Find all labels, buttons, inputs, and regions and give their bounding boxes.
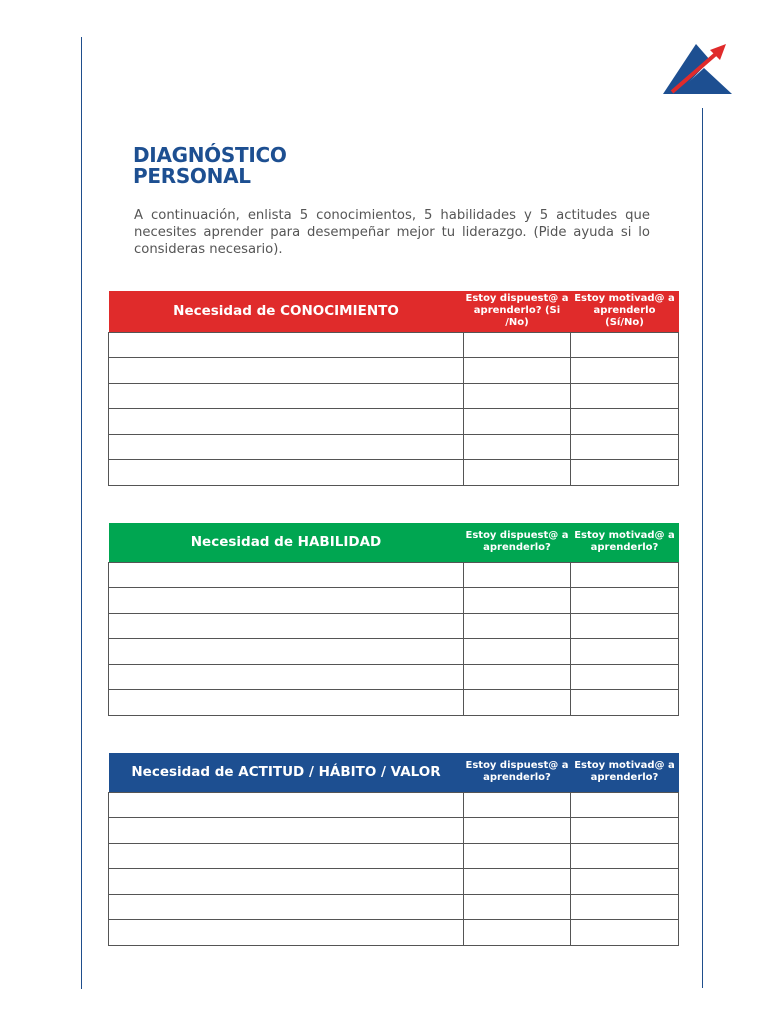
table-row bbox=[109, 664, 679, 690]
need-cell[interactable] bbox=[109, 792, 464, 818]
motivated-cell[interactable] bbox=[571, 383, 679, 409]
motivated-cell[interactable] bbox=[571, 460, 679, 486]
table-row bbox=[109, 332, 679, 358]
header-motivado: Estoy motivad@ a aprenderlo? bbox=[571, 753, 679, 792]
table-row bbox=[109, 460, 679, 486]
motivated-cell[interactable] bbox=[571, 332, 679, 358]
willing-cell[interactable] bbox=[464, 409, 571, 435]
willing-cell[interactable] bbox=[464, 434, 571, 460]
header-motivado: Estoy motivad@ a aprenderlo (Sí/No) bbox=[571, 291, 679, 332]
willing-cell[interactable] bbox=[464, 562, 571, 588]
header-motivado: Estoy motivad@ a aprenderlo? bbox=[571, 523, 679, 562]
need-cell[interactable] bbox=[109, 818, 464, 844]
motivated-cell[interactable] bbox=[571, 690, 679, 716]
table-row bbox=[109, 818, 679, 844]
table-row bbox=[109, 383, 679, 409]
need-cell[interactable] bbox=[109, 843, 464, 869]
need-cell[interactable] bbox=[109, 409, 464, 435]
willing-cell[interactable] bbox=[464, 894, 571, 920]
willing-cell[interactable] bbox=[464, 664, 571, 690]
brand-logo-icon bbox=[660, 40, 736, 98]
willing-cell[interactable] bbox=[464, 639, 571, 665]
motivated-cell[interactable] bbox=[571, 588, 679, 614]
header-habilidad: Necesidad de HABILIDAD bbox=[109, 523, 464, 562]
need-cell[interactable] bbox=[109, 894, 464, 920]
motivated-cell[interactable] bbox=[571, 613, 679, 639]
table-row bbox=[109, 588, 679, 614]
need-cell[interactable] bbox=[109, 920, 464, 946]
willing-cell[interactable] bbox=[464, 613, 571, 639]
table-row bbox=[109, 562, 679, 588]
table-row bbox=[109, 843, 679, 869]
right-margin-line bbox=[702, 108, 703, 988]
willing-cell[interactable] bbox=[464, 792, 571, 818]
table-row bbox=[109, 792, 679, 818]
willing-cell[interactable] bbox=[464, 383, 571, 409]
table-row bbox=[109, 613, 679, 639]
willing-cell[interactable] bbox=[464, 843, 571, 869]
need-cell[interactable] bbox=[109, 613, 464, 639]
need-cell[interactable] bbox=[109, 869, 464, 895]
left-margin-line bbox=[81, 37, 82, 989]
motivated-cell[interactable] bbox=[571, 664, 679, 690]
motivated-cell[interactable] bbox=[571, 869, 679, 895]
table-row bbox=[109, 920, 679, 946]
header-dispuesto: Estoy dispuest@ a aprenderlo? (Si /No) bbox=[464, 291, 571, 332]
need-cell[interactable] bbox=[109, 588, 464, 614]
motivated-cell[interactable] bbox=[571, 434, 679, 460]
need-cell[interactable] bbox=[109, 358, 464, 384]
header-dispuesto: Estoy dispuest@ a aprenderlo? bbox=[464, 753, 571, 792]
motivated-cell[interactable] bbox=[571, 358, 679, 384]
page-title bbox=[133, 145, 287, 187]
table-habilidad bbox=[108, 523, 679, 716]
table-row bbox=[109, 358, 679, 384]
title-line-1: DIAGNÓSTICO bbox=[133, 143, 287, 167]
need-cell[interactable] bbox=[109, 460, 464, 486]
motivated-cell[interactable] bbox=[571, 843, 679, 869]
motivated-cell[interactable] bbox=[571, 894, 679, 920]
need-cell[interactable] bbox=[109, 562, 464, 588]
need-cell[interactable] bbox=[109, 434, 464, 460]
motivated-cell[interactable] bbox=[571, 639, 679, 665]
motivated-cell[interactable] bbox=[571, 562, 679, 588]
table-row bbox=[109, 639, 679, 665]
willing-cell[interactable] bbox=[464, 869, 571, 895]
need-cell[interactable] bbox=[109, 690, 464, 716]
table-actitud bbox=[108, 753, 679, 946]
need-cell[interactable] bbox=[109, 332, 464, 358]
willing-cell[interactable] bbox=[464, 358, 571, 384]
header-conocimiento: Necesidad de CONOCIMIENTO bbox=[109, 291, 464, 332]
need-cell[interactable] bbox=[109, 383, 464, 409]
table-row bbox=[109, 690, 679, 716]
table-row bbox=[109, 869, 679, 895]
intro-text: A continuación, enlista 5 conocimientos, 5 habilidades y 5 actitudes que necesites aprender para desempeñar mejor tu liderazgo. (Pide ayuda si lo consideras necesario). bbox=[134, 208, 650, 257]
need-cell[interactable] bbox=[109, 664, 464, 690]
willing-cell[interactable] bbox=[464, 460, 571, 486]
willing-cell[interactable] bbox=[464, 920, 571, 946]
motivated-cell[interactable] bbox=[571, 792, 679, 818]
table-row bbox=[109, 894, 679, 920]
title-line-2: PERSONAL bbox=[133, 164, 251, 188]
motivated-cell[interactable] bbox=[571, 818, 679, 844]
header-dispuesto: Estoy dispuest@ a aprenderlo? bbox=[464, 523, 571, 562]
table-row bbox=[109, 434, 679, 460]
table-row bbox=[109, 409, 679, 435]
willing-cell[interactable] bbox=[464, 818, 571, 844]
motivated-cell[interactable] bbox=[571, 920, 679, 946]
willing-cell[interactable] bbox=[464, 588, 571, 614]
header-actitud: Necesidad de ACTITUD / HÁBITO / VALOR bbox=[109, 753, 464, 792]
willing-cell[interactable] bbox=[464, 690, 571, 716]
willing-cell[interactable] bbox=[464, 332, 571, 358]
need-cell[interactable] bbox=[109, 639, 464, 665]
table-conocimiento bbox=[108, 291, 679, 486]
motivated-cell[interactable] bbox=[571, 409, 679, 435]
